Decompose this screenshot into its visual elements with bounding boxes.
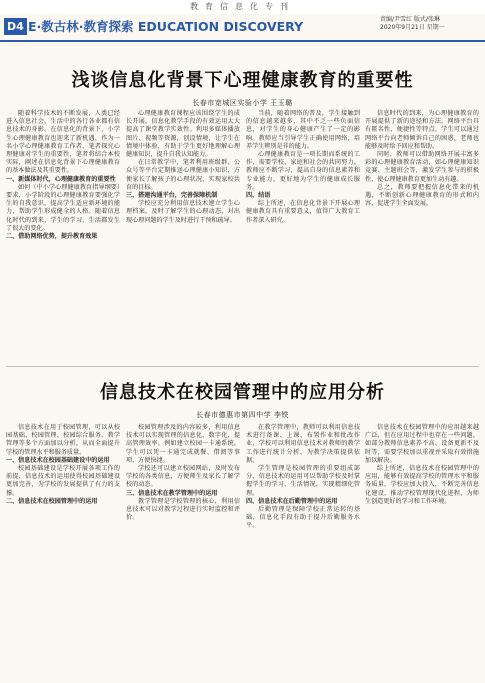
editor-info	[380, 16, 480, 32]
article-1-col-1	[6, 110, 120, 241]
article-1-col-4	[365, 110, 479, 208]
article-1-col-3	[246, 110, 360, 225]
article-2-body	[6, 424, 479, 679]
paragraph: 心理健康教育是一项长期而系统的工作，需要学校、家庭和社会的共同努力。教师应不断学习，提高自身的信息素养和专业能力，更好地为学生的健康成长服务。	[246, 151, 360, 191]
subheading: 一、信息技术在校园基础建设中的运用	[6, 456, 110, 464]
paragraph: 综上所述，信息技术在校园管理中的应用，能够有效提高学校的管理水平和服务质量，学校应加大投入，不断完善信息化建设，推动学校管理现代化进程，为师生创造更好的学习和工作环境。	[365, 465, 479, 505]
article-2-col-1	[6, 424, 120, 506]
paragraph: 心理健康教育课程应该围绕学生的成长开展，信息化教学手段的有效运用大大提高了课堂教学实效性。利用多媒体播放图片、视频等资源，创设情境，让学生在情境中体验，有助于学生更好地理解心理健康知识，提升自我认知能力。	[126, 110, 240, 159]
article-2-col-3	[246, 424, 360, 531]
masthead: 教育信息化专刊	[0, 0, 485, 14]
subheading: 四、结语	[246, 192, 271, 200]
paragraph: 总之，教师要把握信息化带来的机遇，不断创新心理健康教育的形式和内容，促进学生全面发展。	[365, 183, 479, 208]
paragraph: 学校应充分利用信息技术建立学生心理档案，及时了解学生的心理动态，对出现心理问题的学生及时进行干预和疏导。	[126, 200, 240, 224]
paragraph: 学校还可以建立校园网站，及时发布学校的各类信息，方便师生及家长了解学校的动态。	[126, 465, 240, 489]
article-2-title: 信息技术在校园管理中的应用分析	[100, 382, 385, 403]
paragraph: 在日常教学中，笔者利用班级群、公众号等平台定期推送心理健康小知识，方便家长了解孩子的心理状况，实现家校共育的目标。	[126, 159, 240, 191]
paragraph: 信息时代的到来，为心理健康教育的开展提供了新的途径和方法。网络平台具有匿名性、便捷性等特点，学生可以通过网络平台向老师倾诉自己的困惑，老师也能够及时给予回应和帮助。	[365, 110, 479, 150]
paragraph: 学生管理是校园管理的重要组成部分，信息技术的运用可以帮助学校及时掌握学生的学习、生活情况，实现精细化管理。	[246, 465, 360, 497]
subheading: 三、搭建沟通平台，完善保障机制	[126, 192, 218, 200]
paragraph: 后勤管理是保障学校正常运转的基础，信息化手段有助于提升后勤服务水平。	[246, 506, 360, 530]
article-2-col-2	[126, 424, 240, 522]
paragraph: 校园管理涉及的内容较多，利用信息技术可以实现管理的信息化、数字化，提高管理效率。例如建立校园一卡通系统，学生可以凭一卡通完成就餐、借阅等事项，方便快捷。	[126, 424, 240, 464]
page-header	[0, 14, 485, 42]
article-1-body	[6, 110, 479, 360]
article-1	[6, 66, 479, 108]
article-1-title: 浅谈信息化背景下心理健康教育的重要性	[71, 70, 414, 91]
article-1-col-2	[126, 110, 240, 225]
subheading: 二、信息技术在校园管理中的运用	[6, 497, 98, 505]
paragraph: 校园基础建设是学校开展各项工作的前提，信息技术的运用使得校园基础建设更加完善，为学校的发展提供了有力的支撑。	[6, 465, 120, 497]
paragraph: 综上所述，在信息化背景下开展心理健康教育具有重要意义，值得广大教育工作者深入研究。	[246, 200, 360, 224]
paragraph: 信息技术在用于校园管理，可以从校园基础、校园管理、校园综合服务、教学管理等多个方面加以分析，从而全面提升学校的管理水平和服务质量。	[6, 424, 120, 456]
article-1-author: 长春市宽城区实验小学 王玉璐	[192, 99, 293, 107]
subheading: 四、信息技术在后勤管理中的运用	[246, 497, 338, 505]
subheading: 一、新媒体时代，心理健康教育的重要性	[6, 175, 116, 183]
paragraph: 如何（中小学心理健康教育指导纲要）要求，小学阶段的心理健康教育要强化学生的自我意识，提高学生适应新环境的能力，帮助学生形成健全的人格。随着信息化时代的到来，学生的学习、生活都发生了很大的变化。	[6, 183, 120, 232]
paragraph: 教学管理是学校管理的核心，利用信息技术可以对教学过程进行实时监控和评价。	[126, 497, 240, 522]
page-number: D4	[4, 18, 27, 35]
article-2-author: 长春市德惠市第四中学 李铁	[196, 411, 289, 419]
section-title: E·教古林·教育探索 EDUCATION DISCOVERY	[28, 19, 304, 34]
paragraph: 信息技术在校园管理中的应用越来越广泛，但在应用过程中也存在一些问题，如部分教师信息素养不高、设备更新不及时等，需要学校加以重视并采取有效措施加以解决。	[365, 424, 479, 464]
date-line: 2020年9月21日 星期一	[380, 24, 445, 31]
subheading: 三、信息技术在教学管理中的运用	[126, 489, 218, 497]
article-2-col-4	[365, 424, 479, 506]
editor-line: 责编/尹雪红 版式/张琳	[380, 16, 440, 23]
article-divider	[6, 366, 479, 367]
paragraph: 随着科学技术的不断发展，人类已经进入信息社会，生活中的各行各业都有信息技术的身影。在信息化的背景下，小学生心理健康教育也迎来了新机遇，作为一名小学心理健康教育工作者，笔者探究心理健康对学生的重要性，笔者将结合本校实际，阐述在信息化背景下心理健康教育的基本做法及其重要性。	[6, 110, 120, 175]
subheading: 二、借助网络优势，提升教育效果	[6, 233, 98, 241]
paragraph: 在教学管理中，教师可以利用信息技术进行备课、上课、布置作业和批改作业，学校可以利用信息技术对教师的教学工作进行统计分析，为教学决策提供依据。	[246, 424, 360, 464]
paragraph: 当前，随着网络的普及，学生接触到的信息越来越多，其中不乏一些负面信息，对学生的身心健康产生了一定的影响。教师应当引导学生正确使用网络，培养学生辨别是非的能力。	[246, 110, 360, 150]
paragraph: 同时，教师可以借助网络开展丰富多彩的心理健康教育活动，如心理健康知识竞赛、主题班会等，激发学生参与的积极性，使心理健康教育更加生动有趣。	[365, 151, 479, 183]
article-2	[6, 378, 479, 420]
